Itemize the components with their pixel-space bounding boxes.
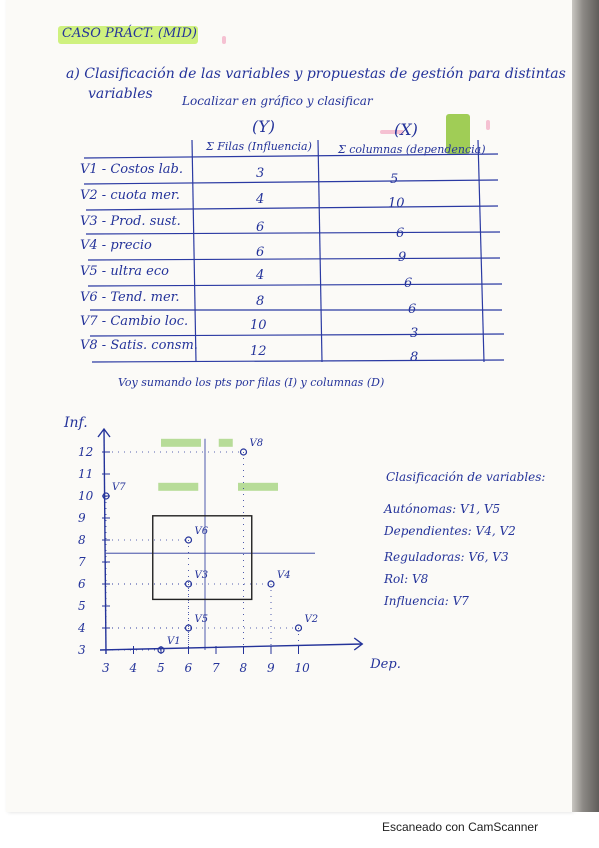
table-row-label: V6 - Tend. mer.	[80, 290, 180, 305]
table-cell-dependence: 10	[388, 196, 405, 211]
table-row-label: V8 - Satis. consm.	[80, 338, 198, 353]
data-point-label: V3	[194, 570, 209, 581]
table-row-label: V4 - precio	[80, 238, 152, 253]
note-text: Voy sumando los pts por filas (I) y columnas (D)	[118, 376, 385, 389]
table-cell-influence: 6	[256, 245, 265, 260]
table-cell-influence: 12	[250, 344, 267, 359]
chart-x-axis	[100, 644, 362, 650]
question-line-3: Localizar en gráfico y clasificar	[182, 94, 373, 108]
question-line-1: a) Clasificación de las variables y propuestas de gestión para distintas	[66, 66, 566, 82]
y-tick-label: 6	[78, 577, 86, 591]
table-cell-dependence: 6	[396, 226, 405, 241]
data-point-label: V5	[194, 614, 209, 625]
table-cell-dependence: 9	[398, 250, 407, 265]
data-point-label: V7	[112, 482, 126, 493]
chart-x-axis-label: Dep.	[370, 657, 401, 672]
table-row-label: V1 - Costos lab.	[80, 162, 183, 177]
table-cell-influence: 4	[256, 192, 265, 207]
x-tick-label: 9	[267, 661, 275, 675]
table-row-label: V7 - Cambio loc.	[80, 314, 189, 329]
green-marker-stroke	[238, 483, 278, 491]
table-row-label: V5 - ultra eco	[80, 264, 169, 279]
table-cell-dependence: 6	[404, 276, 413, 291]
data-point-label: V1	[167, 636, 181, 647]
x-tick-label: 10	[294, 661, 310, 675]
classification-item: Rol: V8	[384, 572, 429, 586]
y-tick-label: 9	[78, 511, 86, 525]
table-cell-influence: 3	[256, 166, 265, 181]
classification-item: Autónomas: V1, V5	[384, 502, 501, 516]
table-row-label: V2 - cuota mer.	[80, 188, 180, 203]
classification-item: Reguladoras: V6, V3	[384, 550, 509, 564]
column-x-symbol: (X)	[394, 120, 418, 139]
data-point-label: V2	[304, 614, 319, 625]
classification-item: Dependientes: V4, V2	[384, 524, 516, 538]
table-cell-dependence: 3	[410, 326, 419, 341]
green-marker-stroke	[219, 439, 233, 447]
y-tick-label: 11	[78, 467, 94, 481]
column-y-symbol: (Y)	[252, 117, 276, 136]
y-tick-label: 4	[78, 621, 86, 635]
x-tick-label: 8	[239, 661, 248, 675]
table-cell-influence: 10	[250, 318, 267, 333]
y-tick-label: 5	[78, 599, 86, 613]
y-tick-label: 12	[78, 445, 94, 459]
table-cell-dependence: 8	[410, 350, 419, 365]
question-line-2: variables	[88, 86, 153, 102]
camscanner-watermark: Escaneado con CamScanner	[382, 820, 539, 834]
data-point-label: V8	[249, 438, 264, 449]
x-tick-label: 3	[102, 661, 110, 675]
data-point-label: V4	[277, 570, 291, 581]
green-marker-stroke	[161, 439, 201, 447]
green-marker-stroke	[158, 483, 198, 491]
x-tick-label: 6	[184, 661, 193, 675]
table-cell-influence: 8	[256, 294, 265, 309]
column-x-header: Σ columnas (dependencia)	[338, 143, 486, 156]
table-cell-influence: 6	[256, 220, 265, 235]
x-tick-label: 7	[212, 661, 220, 675]
chart-y-axis-label: Inf.	[64, 415, 88, 431]
y-tick-label: 7	[78, 555, 86, 569]
classification-item: Influencia: V7	[384, 594, 469, 608]
y-tick-label: 10	[78, 489, 94, 503]
y-tick-label: 3	[78, 643, 86, 657]
page-title: CASO PRÁCT. (MID)	[62, 26, 197, 41]
chart-y-axis	[104, 429, 106, 654]
x-tick-label: 5	[157, 661, 165, 675]
table-cell-dependence: 5	[390, 172, 399, 187]
table-cell-dependence: 6	[408, 302, 417, 317]
table-cell-influence: 4	[256, 268, 265, 283]
column-y-header: Σ Filas (Influencia)	[206, 140, 312, 153]
table-row-label: V3 - Prod. sust.	[80, 214, 181, 229]
data-point-label: V6	[194, 526, 209, 537]
classification-title: Clasificación de variables:	[386, 470, 546, 484]
x-tick-label: 4	[129, 661, 138, 675]
y-tick-label: 8	[78, 533, 86, 547]
